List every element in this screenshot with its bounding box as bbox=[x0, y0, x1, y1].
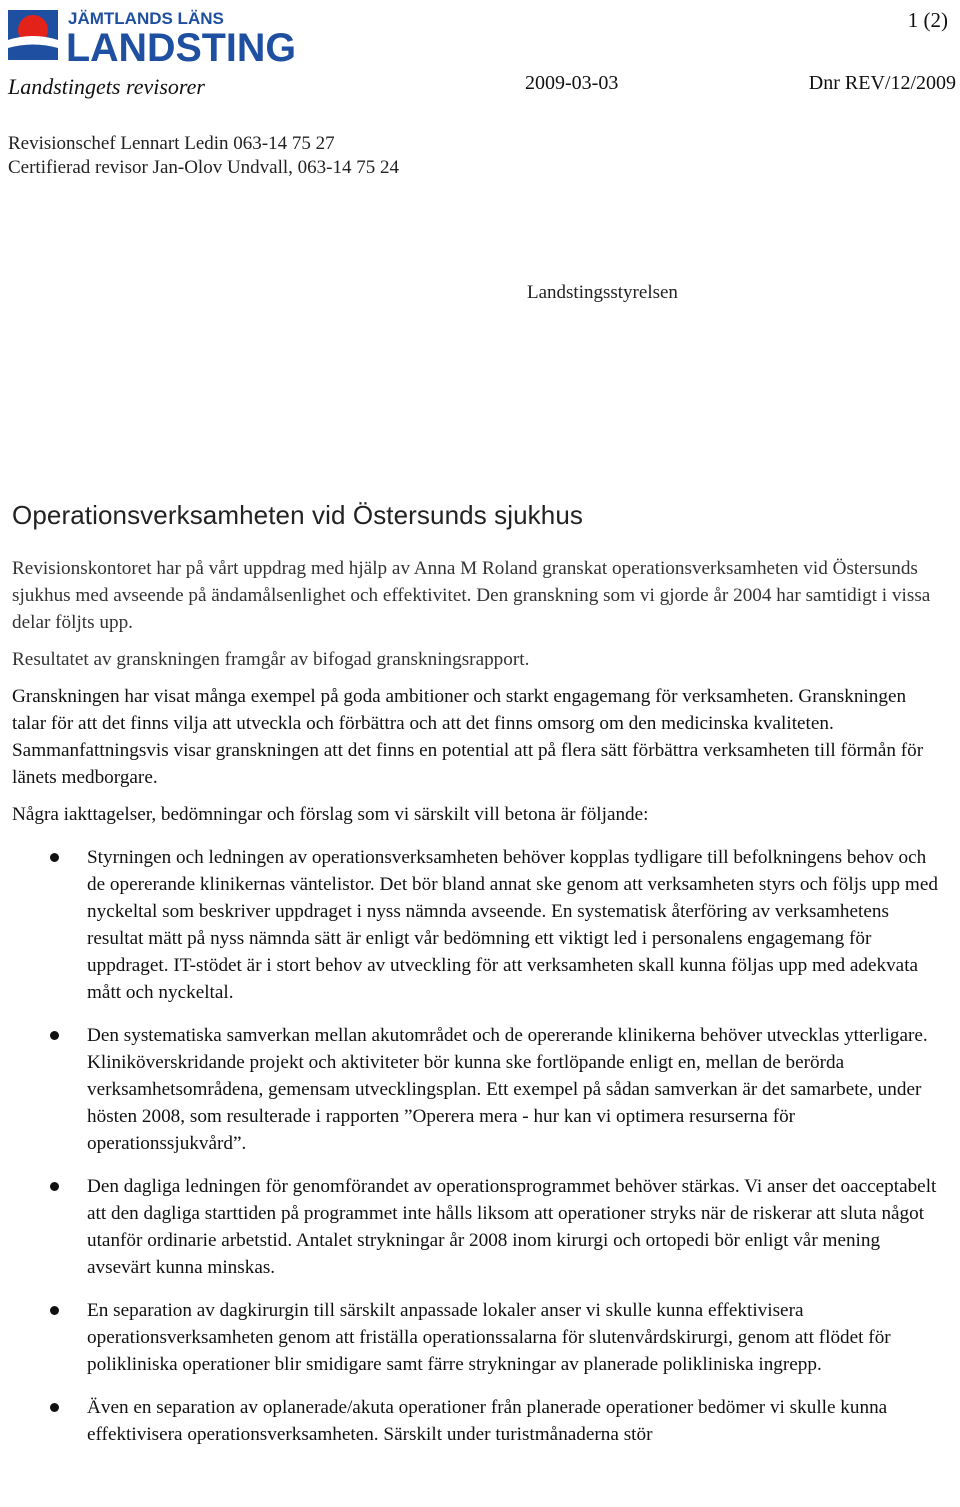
document-body bbox=[12, 555, 942, 1464]
list-item bbox=[12, 1173, 942, 1281]
contact-line: Revisionschef Lennart Ledin 063-14 75 27 bbox=[8, 133, 335, 154]
list-item-text: Den dagliga ledningen för genomförandet av operationsprogrammet behöver stärkas. Vi anser det oacceptabelt att den dagliga starttiden på programmet inte hålls liksom att operationer stryks när de riskerar att sluta något utanför ordinarie arbetstid. Antalet strykningar år 2008 inom kirurgi och ortopedi bör enligt vår mening avsevärt kunna minskas. bbox=[87, 1176, 937, 1278]
paragraph: Revisionskontoret har på vårt uppdrag med hjälp av Anna M Roland granskat operationsverksamheten vid Östersunds sjukhus med avseende på ändamålsenlighet och effektivitet. Den granskning som vi gjorde år 2004 har samtidigt i vissa delar följts upp. bbox=[12, 558, 931, 633]
page-number: 1 (2) bbox=[907, 8, 948, 32]
logo-graphic bbox=[8, 6, 298, 64]
document-date: 2009-03-03 bbox=[525, 72, 619, 94]
paragraph: Granskningen har visat många exempel på goda ambitioner och starkt engagemang för verksamheten. Granskningen talar för att det finns vilja att utveckla och förbättra och att det finns omsorg om den medicinska kvaliteten. Sammanfattningsvis visar granskningen att det finns en potential att på flera sätt förbättra verksamheten till förmån för länets medborgare. bbox=[12, 686, 924, 788]
observations-list bbox=[12, 844, 942, 1448]
logo-line2: LANDSTING bbox=[66, 26, 296, 64]
recipient: Landstingsstyrelsen bbox=[527, 282, 678, 303]
paragraph: Några iakttagelser, bedömningar och förslag som vi särskilt vill betona är följande: bbox=[12, 804, 649, 825]
list-item bbox=[12, 1022, 942, 1157]
document-number: Dnr REV/12/2009 bbox=[808, 72, 956, 94]
landsting-logo bbox=[8, 6, 298, 64]
list-item-text: En separation av dagkirurgin till särskilt anpassade lokaler anser vi skulle kunna effektivisera operationsverksamheten genom att friställa operationssalarna för slutenvårdskirurgi, genom att flödet för polikliniska operationer blir smidigare samt färre strykningar av planerade polikliniska ingrepp. bbox=[87, 1300, 891, 1375]
list-item bbox=[12, 844, 942, 1006]
paragraph: Resultatet av granskningen framgår av bifogad granskningsrapport. bbox=[12, 649, 530, 670]
logo-line1: JÄMTLANDS LÄNS bbox=[68, 9, 224, 28]
bullet-icon bbox=[50, 1306, 59, 1315]
organization-name: Landstingets revisorer bbox=[8, 74, 205, 99]
list-item bbox=[12, 1394, 942, 1448]
contact-block bbox=[8, 132, 399, 180]
list-item-text: Den systematiska samverkan mellan akutområdet och de opererande klinikerna behöver utvecklas ytterligare. Kliniköverskridande projekt och aktiviteter bör kunna ske fortlöpande enligt en, mellan de berörda verksamhetsområdena, gemensam utvecklingsplan. Ett exempel på sådan samverkan är det samarbete, under hösten 2008, som resulterade i rapporten ”Operera mera - hur kan vi optimera resurserna för operationssjukvård”. bbox=[87, 1025, 928, 1154]
bullet-icon bbox=[50, 1182, 59, 1191]
document-title: Operationsverksamheten vid Östersunds sjukhus bbox=[12, 500, 583, 530]
bullet-icon bbox=[50, 1403, 59, 1412]
list-item-text: Även en separation av oplanerade/akuta operationer från planerade operationer bedömer vi skulle kunna effektivisera operationsverksamheten. Särskilt under turistmånaderna stör bbox=[87, 1397, 888, 1445]
list-item bbox=[12, 1297, 942, 1378]
bullet-icon bbox=[50, 1031, 59, 1040]
logo-wave-base bbox=[8, 45, 58, 61]
list-item-text: Styrningen och ledningen av operationsverksamheten behöver kopplas tydligare till befolkningens behov och de opererande klinikernas väntelistor. Det bör bland annat ske genom att verksamheten styrs och följs upp med nyckeltal som beskriver uppdraget i nyss nämnda avseende. En systematisk återföring av verksamhetens resultat mätt på nyss nämnda sätt är enligt vår bedömning ett viktigt led i personalens engagemang för uppdraget. IT-stödet är i stort behov av utveckling för att verksamheten skall kunna följas upp med adekvata mått och nyckeltal. bbox=[87, 847, 938, 1003]
contact-line: Certifierad revisor Jan-Olov Undvall, 063-14 75 24 bbox=[8, 157, 399, 178]
bullet-icon bbox=[50, 853, 59, 862]
